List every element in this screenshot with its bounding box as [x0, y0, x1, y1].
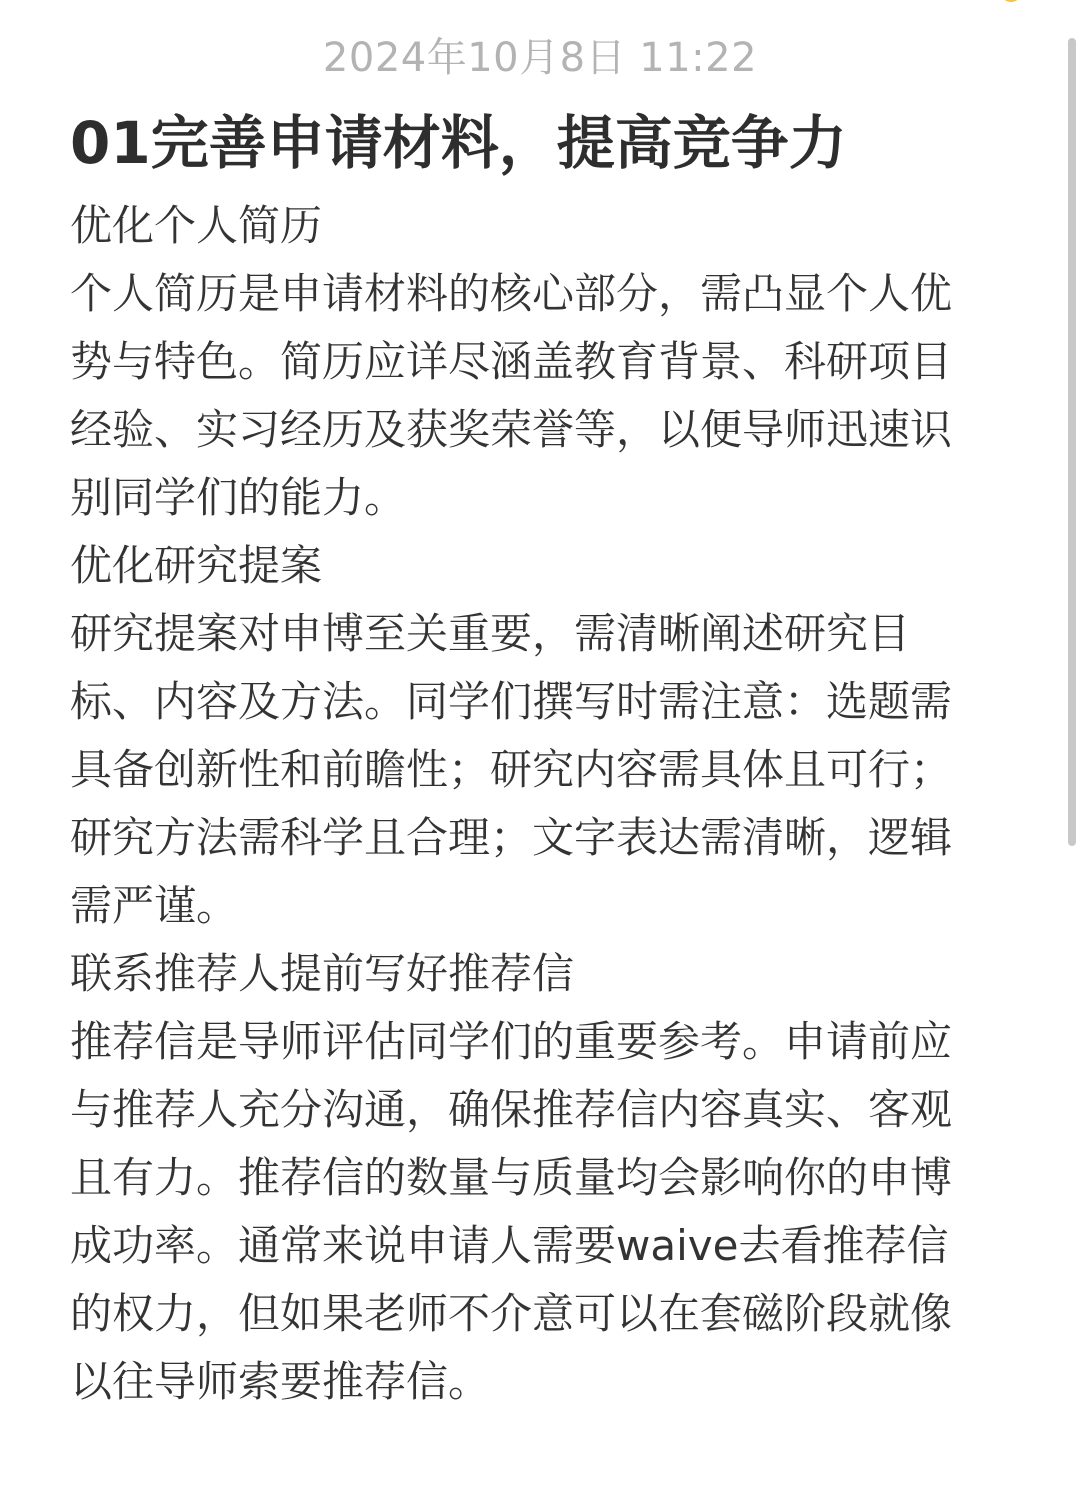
note-title[interactable]: 01完善申请材料，提高竞争力 [70, 109, 847, 177]
paragraph-proposal: 研究提案对申博至关重要，需清晰阐述研究目标、内容及方法。同学们撰写时需注意：选题需具备创新性和前瞻性；研究内容需具体且可行；研究方法需科学且合理；文字表达需清晰，逻辑需严谨。 [70, 609, 953, 930]
section-heading-resume: 优化个人简历 [70, 201, 323, 250]
paragraph-resume: 个人简历是申请材料的核心部分，需凸显个人优势与特色。简历应详尽涵盖教育背景、科研项目经验、实习经历及获奖荣誉等，以便导师迅速识别同学们的能力。 [70, 269, 953, 522]
section-heading-recommendation: 联系推荐人提前写好推荐信 [70, 949, 575, 998]
status-indicator-icon [1000, 0, 1022, 2]
paragraph-recommendation: 推荐信是导师评估同学们的重要参考。申请前应与推荐人充分沟通，确保推荐信内容真实、客观且有力。推荐信的数量与质量均会影响你的申博成功率。通常来说申请人需要waive去看推荐信的权力，但如果老师不介意可以在套磁阶段就像以往导师索要推荐信。 [70, 1017, 953, 1406]
note-body[interactable] [70, 192, 985, 1416]
section-heading-proposal: 优化研究提案 [70, 541, 323, 590]
vertical-scrollbar[interactable] [1068, 38, 1076, 846]
note-timestamp: 2024年10月8日 11:22 [322, 35, 758, 81]
